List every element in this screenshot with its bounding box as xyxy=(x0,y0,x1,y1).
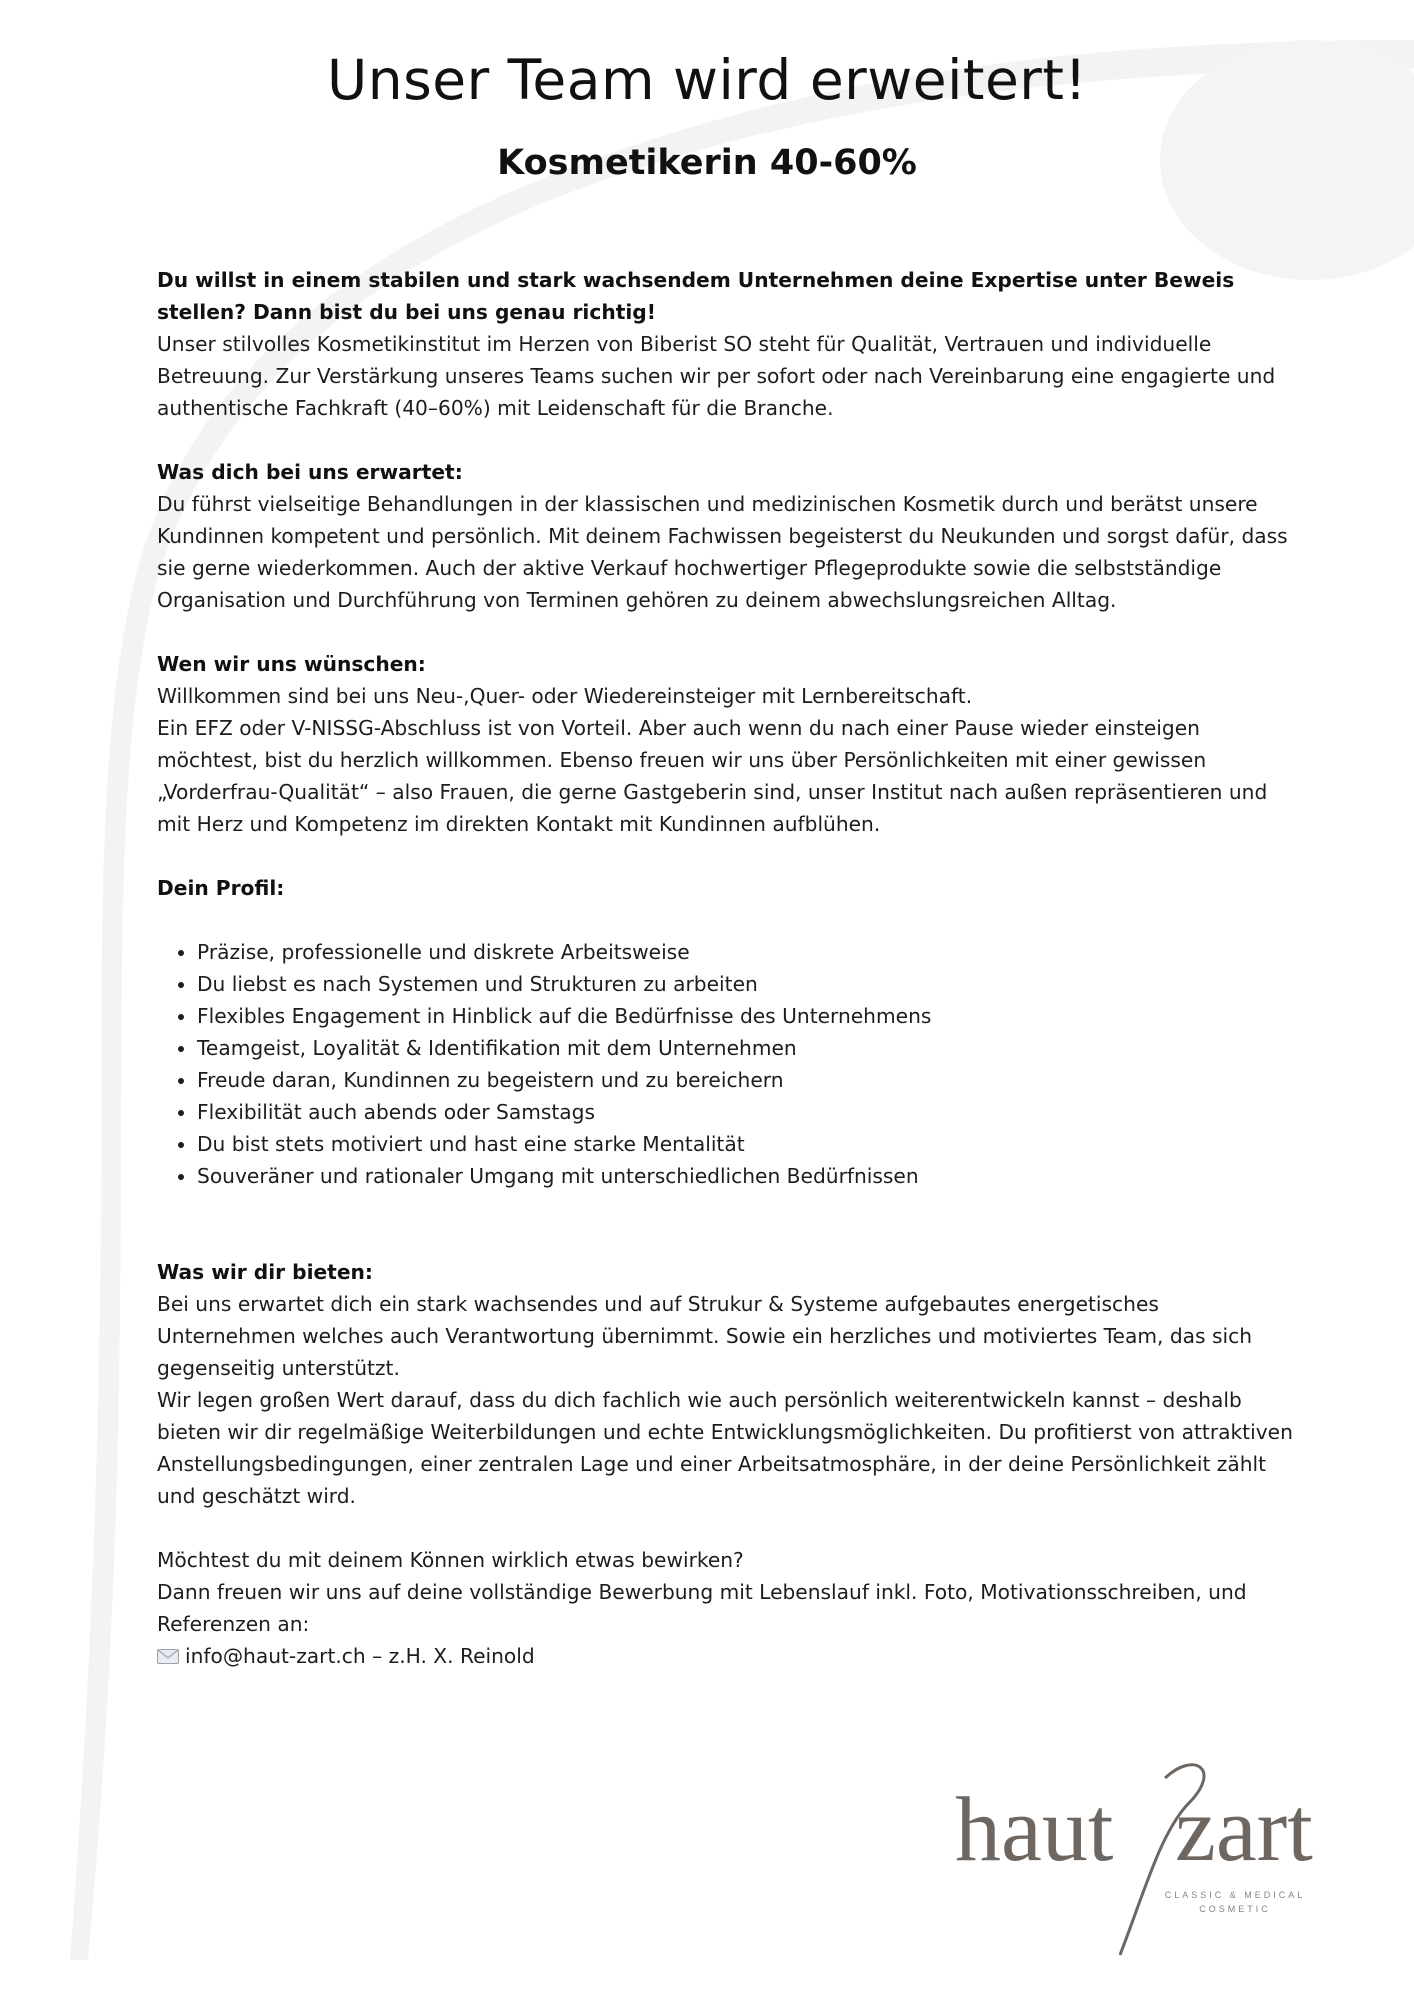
logo-tagline-1: CLASSIC & MEDICAL xyxy=(1164,1890,1306,1900)
list-item: • Du bist stets motiviert und hast eine starke Mentalität xyxy=(197,1128,1297,1160)
list-item: • Präzise, professionelle und diskrete Arbeitsweise xyxy=(197,936,1297,968)
offer-text-2: Wir legen großen Wert darauf, dass du dich fachlich wie auch persönlich weiterentwickeln kannst – deshalb bieten wir dir regelmäßige Weiterbildungen und echte Entwicklungsmöglichkeiten. Du profitierst von attraktiven Anstellungsbedingungen, einer zentralen Lage und einer Arbeitsatmosphäre, in der deine Persönlichkeit zählt und geschätzt wird. xyxy=(157,1388,1293,1508)
logo-word-right: zart xyxy=(1175,1778,1313,1880)
contact-question: Möchtest du mit deinem Können wirklich etwas bewirken? xyxy=(157,1548,744,1572)
job-subtitle: Kosmetikerin 40-60% xyxy=(497,143,917,183)
list-item: • Souveräner und rationaler Umgang mit unterschiedlichen Bedürfnissen xyxy=(197,1160,1297,1192)
logo-word-left: haut xyxy=(955,1778,1114,1880)
offer-text-1: Bei uns erwartet dich ein stark wachsendes und auf Strukur & Systeme aufgebautes energetisches Unternehmen welches auch Verantwortung übernimmt. Sowie ein herzliches und motiviertes Team, das sich gegenseitig unterstützt. xyxy=(157,1292,1252,1380)
recipient-text: – z.H. X. Reinold xyxy=(365,1644,535,1668)
page-title: Unser Team wird erweitert! xyxy=(326,48,1088,112)
contact-text: Dann freuen wir uns auf deine vollständige Bewerbung mit Lebenslauf inkl. Foto, Motivationsschreiben, und Referenzen an: xyxy=(157,1580,1247,1636)
email-link[interactable]: info@haut-zart.ch xyxy=(185,1644,366,1668)
list-item: • Flexibilität auch abends oder Samstags xyxy=(197,1096,1297,1128)
intro-text: Unser stilvolles Kosmetikinstitut im Herzen von Biberist SO steht für Qualität, Vertrauen und individuelle Betreuung. Zur Verstärkung unseres Teams suchen wir per sofort oder nach Vereinbarung eine engagierte und authentische Fachkraft (40–60%) mit Leidenschaft für die Branche. xyxy=(157,332,1276,420)
profile-list xyxy=(157,936,1297,1192)
profile-heading: Dein Profil: xyxy=(157,876,285,900)
job-description xyxy=(157,264,1297,1672)
expect-text: Du führst vielseitige Behandlungen in der klassischen und medizinischen Kosmetik durch und berätst unsere Kundinnen kompetent und persönlich. Mit deinem Fachwissen begeisterst du Neukunden und sorgst dafür, dass sie gerne wiederkommen. Auch der aktive Verkauf hochwertiger Pflegeprodukte sowie die selbstständige Organisation und Durchführung von Terminen gehören zu deinem abwechslungsreichen Alltag. xyxy=(157,492,1288,612)
expect-heading: Was dich bei uns erwartet: xyxy=(157,460,463,484)
contact-line xyxy=(157,1640,1297,1672)
list-item: • Teamgeist, Loyalität & Identifikation mit dem Unternehmen xyxy=(197,1032,1297,1064)
list-item: • Flexibles Engagement in Hinblick auf die Bedürfnisse des Unternehmens xyxy=(197,1000,1297,1032)
envelope-icon xyxy=(157,1649,179,1664)
wish-text-2: Ein EFZ oder V-NISSG-Abschluss ist von Vorteil. Aber auch wenn du nach einer Pause wieder einsteigen möchtest, bist du herzlich willkommen. Ebenso freuen wir uns über Persönlichkeiten mit einer gewissen „Vorderfrau-Qualität“ – also Frauen, die gerne Gastgeberin sind, unser Institut nach außen repräsentieren und mit Herz und Kompetenz im direkten Kontakt mit Kundinnen aufblühen. xyxy=(157,716,1268,836)
logo-tagline-2: COSMETIC xyxy=(1199,1904,1271,1914)
offer-heading: Was wir dir bieten: xyxy=(157,1260,373,1284)
list-item: • Freude daran, Kundinnen zu begeistern und zu bereichern xyxy=(197,1064,1297,1096)
wish-heading: Wen wir uns wünschen: xyxy=(157,652,426,676)
wish-text-1: Willkommen sind bei uns Neu-,Quer- oder Wiedereinsteiger mit Lernbereitschaft. xyxy=(157,684,973,708)
intro-lead: Du willst in einem stabilen und stark wachsendem Unternehmen deine Expertise unter Beweis stellen? Dann bist du bei uns genau richtig! xyxy=(157,268,1235,324)
list-item: • Du liebst es nach Systemen und Strukturen zu arbeiten xyxy=(197,968,1297,1000)
haut-zart-logo xyxy=(955,1750,1355,1960)
